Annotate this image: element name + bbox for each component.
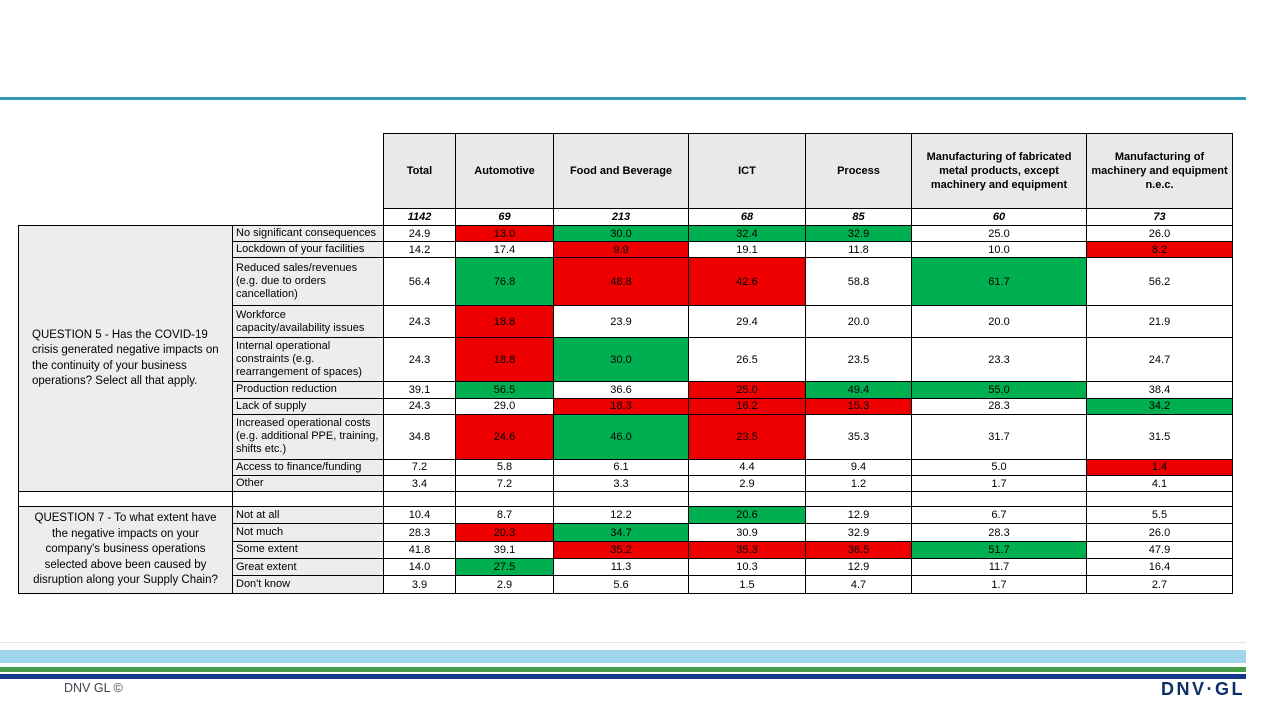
value-cell: 24.6 (456, 414, 554, 459)
top-divider-rule (0, 97, 1246, 100)
value-cell: 38.4 (1087, 382, 1233, 398)
row-label: Workforce capacity/availability issues (233, 306, 384, 338)
results-table (18, 133, 1233, 594)
value-cell: 24.9 (384, 226, 456, 242)
spacer-cell (554, 492, 689, 507)
counts-blank (19, 209, 384, 226)
value-cell: 8.2 (1087, 242, 1233, 258)
value-cell: 48.8 (554, 258, 689, 306)
column-sample-count: 213 (554, 209, 689, 226)
column-header: Process (806, 134, 912, 209)
dnv-gl-logo: DNV·GL (1161, 679, 1245, 699)
column-header: Food and Beverage (554, 134, 689, 209)
value-cell: 11.8 (806, 242, 912, 258)
value-cell: 28.3 (384, 524, 456, 541)
value-cell: 27.5 (456, 559, 554, 576)
value-cell: 29.4 (689, 306, 806, 338)
row-label: Great extent (233, 559, 384, 576)
value-cell: 30.9 (689, 524, 806, 541)
value-cell: 28.3 (912, 398, 1087, 414)
value-cell: 30.0 (554, 338, 689, 382)
value-cell: 26.0 (1087, 226, 1233, 242)
value-cell: 19.1 (689, 242, 806, 258)
value-cell: 76.8 (456, 258, 554, 306)
value-cell: 15.3 (806, 398, 912, 414)
column-sample-count: 69 (456, 209, 554, 226)
value-cell: 3.4 (384, 475, 456, 491)
value-cell: 26.0 (1087, 524, 1233, 541)
value-cell: 23.5 (689, 414, 806, 459)
footer-stripe-sky (0, 650, 1246, 663)
column-header: ICT (689, 134, 806, 209)
value-cell: 12.2 (554, 507, 689, 524)
value-cell: 56.2 (1087, 258, 1233, 306)
value-cell: 25.0 (689, 382, 806, 398)
value-cell: 16.4 (1087, 559, 1233, 576)
value-cell: 9.4 (806, 459, 912, 475)
spacer-cell (806, 492, 912, 507)
value-cell: 12.9 (806, 559, 912, 576)
value-cell: 47.9 (1087, 541, 1233, 558)
value-cell: 11.3 (554, 559, 689, 576)
question-cell: QUESTION 5 - Has the COVID-19 crisis generated negative impacts on the continuity of your business operations? Select all that apply. (19, 226, 233, 492)
row-label: Not much (233, 524, 384, 541)
spacer-cell (1087, 492, 1233, 507)
value-cell: 42.6 (689, 258, 806, 306)
value-cell: 4.1 (1087, 475, 1233, 491)
value-cell: 46.0 (554, 414, 689, 459)
row-label: Some extent (233, 541, 384, 558)
value-cell: 20.3 (456, 524, 554, 541)
value-cell: 23.9 (554, 306, 689, 338)
footer-stripe-green (0, 667, 1246, 672)
value-cell: 10.4 (384, 507, 456, 524)
value-cell: 31.5 (1087, 414, 1233, 459)
value-cell: 6.1 (554, 459, 689, 475)
value-cell: 39.1 (456, 541, 554, 558)
value-cell: 35.3 (806, 414, 912, 459)
value-cell: 24.3 (384, 398, 456, 414)
value-cell: 3.9 (384, 576, 456, 593)
column-sample-count: 60 (912, 209, 1087, 226)
value-cell: 55.0 (912, 382, 1087, 398)
value-cell: 58.8 (806, 258, 912, 306)
question-cell: QUESTION 7 - To what extent have the negative impacts on your company's business operations selected above been caused by disruption along your Supply Chain? (19, 507, 233, 594)
value-cell: 1.7 (912, 576, 1087, 593)
column-sample-count: 1142 (384, 209, 456, 226)
row-label: Production reduction (233, 382, 384, 398)
row-label: Access to finance/funding (233, 459, 384, 475)
value-cell: 20.0 (912, 306, 1087, 338)
value-cell: 34.8 (384, 414, 456, 459)
row-label: Other (233, 475, 384, 491)
value-cell: 41.8 (384, 541, 456, 558)
row-label: Not at all (233, 507, 384, 524)
value-cell: 28.3 (912, 524, 1087, 541)
value-cell: 1.2 (806, 475, 912, 491)
value-cell: 36.5 (806, 541, 912, 558)
value-cell: 5.6 (554, 576, 689, 593)
copyright-text: DNV GL © (64, 681, 123, 695)
value-cell: 25.0 (912, 226, 1087, 242)
value-cell: 9.9 (554, 242, 689, 258)
spacer-cell (233, 492, 384, 507)
value-cell: 7.2 (456, 475, 554, 491)
value-cell: 35.3 (689, 541, 806, 558)
column-sample-count: 73 (1087, 209, 1233, 226)
value-cell: 23.5 (806, 338, 912, 382)
value-cell: 1.7 (912, 475, 1087, 491)
value-cell: 39.1 (384, 382, 456, 398)
value-cell: 5.0 (912, 459, 1087, 475)
value-cell: 18.8 (456, 338, 554, 382)
column-header: Automotive (456, 134, 554, 209)
value-cell: 34.2 (1087, 398, 1233, 414)
value-cell: 51.7 (912, 541, 1087, 558)
column-sample-count: 68 (689, 209, 806, 226)
value-cell: 13.0 (456, 226, 554, 242)
column-header: Manufacturing of machinery and equipment n.e.c. (1087, 134, 1233, 209)
row-label: Internal operational constraints (e.g. rearrangement of spaces) (233, 338, 384, 382)
row-label: No significant consequences (233, 226, 384, 242)
value-cell: 34.7 (554, 524, 689, 541)
value-cell: 29.0 (456, 398, 554, 414)
value-cell: 2.7 (1087, 576, 1233, 593)
value-cell: 24.3 (384, 306, 456, 338)
value-cell: 18.8 (456, 306, 554, 338)
survey-results-section (18, 133, 1233, 594)
value-cell: 18.3 (554, 398, 689, 414)
row-label: Reduced sales/revenues (e.g. due to orders cancellation) (233, 258, 384, 306)
value-cell: 12.9 (806, 507, 912, 524)
value-cell: 1.4 (1087, 459, 1233, 475)
row-label: Lack of supply (233, 398, 384, 414)
value-cell: 5.8 (456, 459, 554, 475)
footer-hairline (0, 642, 1246, 643)
row-label: Increased operational costs (e.g. additional PPE, training, shifts etc.) (233, 414, 384, 459)
spacer-cell (19, 492, 233, 507)
value-cell: 56.4 (384, 258, 456, 306)
value-cell: 10.3 (689, 559, 806, 576)
value-cell: 17.4 (456, 242, 554, 258)
column-header: Total (384, 134, 456, 209)
value-cell: 24.7 (1087, 338, 1233, 382)
value-cell: 24.3 (384, 338, 456, 382)
value-cell: 4.4 (689, 459, 806, 475)
value-cell: 16.2 (689, 398, 806, 414)
spacer-cell (912, 492, 1087, 507)
value-cell: 20.0 (806, 306, 912, 338)
value-cell: 61.7 (912, 258, 1087, 306)
spacer-cell (384, 492, 456, 507)
table-corner-blank (19, 134, 384, 209)
footer-stripe-navy (0, 674, 1246, 679)
value-cell: 3.3 (554, 475, 689, 491)
value-cell: 1.5 (689, 576, 806, 593)
value-cell: 32.9 (806, 524, 912, 541)
value-cell: 10.0 (912, 242, 1087, 258)
value-cell: 14.0 (384, 559, 456, 576)
value-cell: 56.5 (456, 382, 554, 398)
column-header: Manufacturing of fabricated metal products, except machinery and equipment (912, 134, 1087, 209)
value-cell: 4.7 (806, 576, 912, 593)
value-cell: 2.9 (689, 475, 806, 491)
value-cell: 49.4 (806, 382, 912, 398)
value-cell: 14.2 (384, 242, 456, 258)
column-sample-count: 85 (806, 209, 912, 226)
value-cell: 7.2 (384, 459, 456, 475)
value-cell: 26.5 (689, 338, 806, 382)
value-cell: 23.3 (912, 338, 1087, 382)
value-cell: 30.0 (554, 226, 689, 242)
value-cell: 8.7 (456, 507, 554, 524)
row-label: Don't know (233, 576, 384, 593)
value-cell: 32.9 (806, 226, 912, 242)
value-cell: 36.6 (554, 382, 689, 398)
value-cell: 6.7 (912, 507, 1087, 524)
value-cell: 31.7 (912, 414, 1087, 459)
value-cell: 5.5 (1087, 507, 1233, 524)
spacer-cell (689, 492, 806, 507)
value-cell: 35.2 (554, 541, 689, 558)
value-cell: 32.4 (689, 226, 806, 242)
value-cell: 11.7 (912, 559, 1087, 576)
value-cell: 2.9 (456, 576, 554, 593)
spacer-cell (456, 492, 554, 507)
value-cell: 20.6 (689, 507, 806, 524)
row-label: Lockdown of your facilities (233, 242, 384, 258)
value-cell: 21.9 (1087, 306, 1233, 338)
